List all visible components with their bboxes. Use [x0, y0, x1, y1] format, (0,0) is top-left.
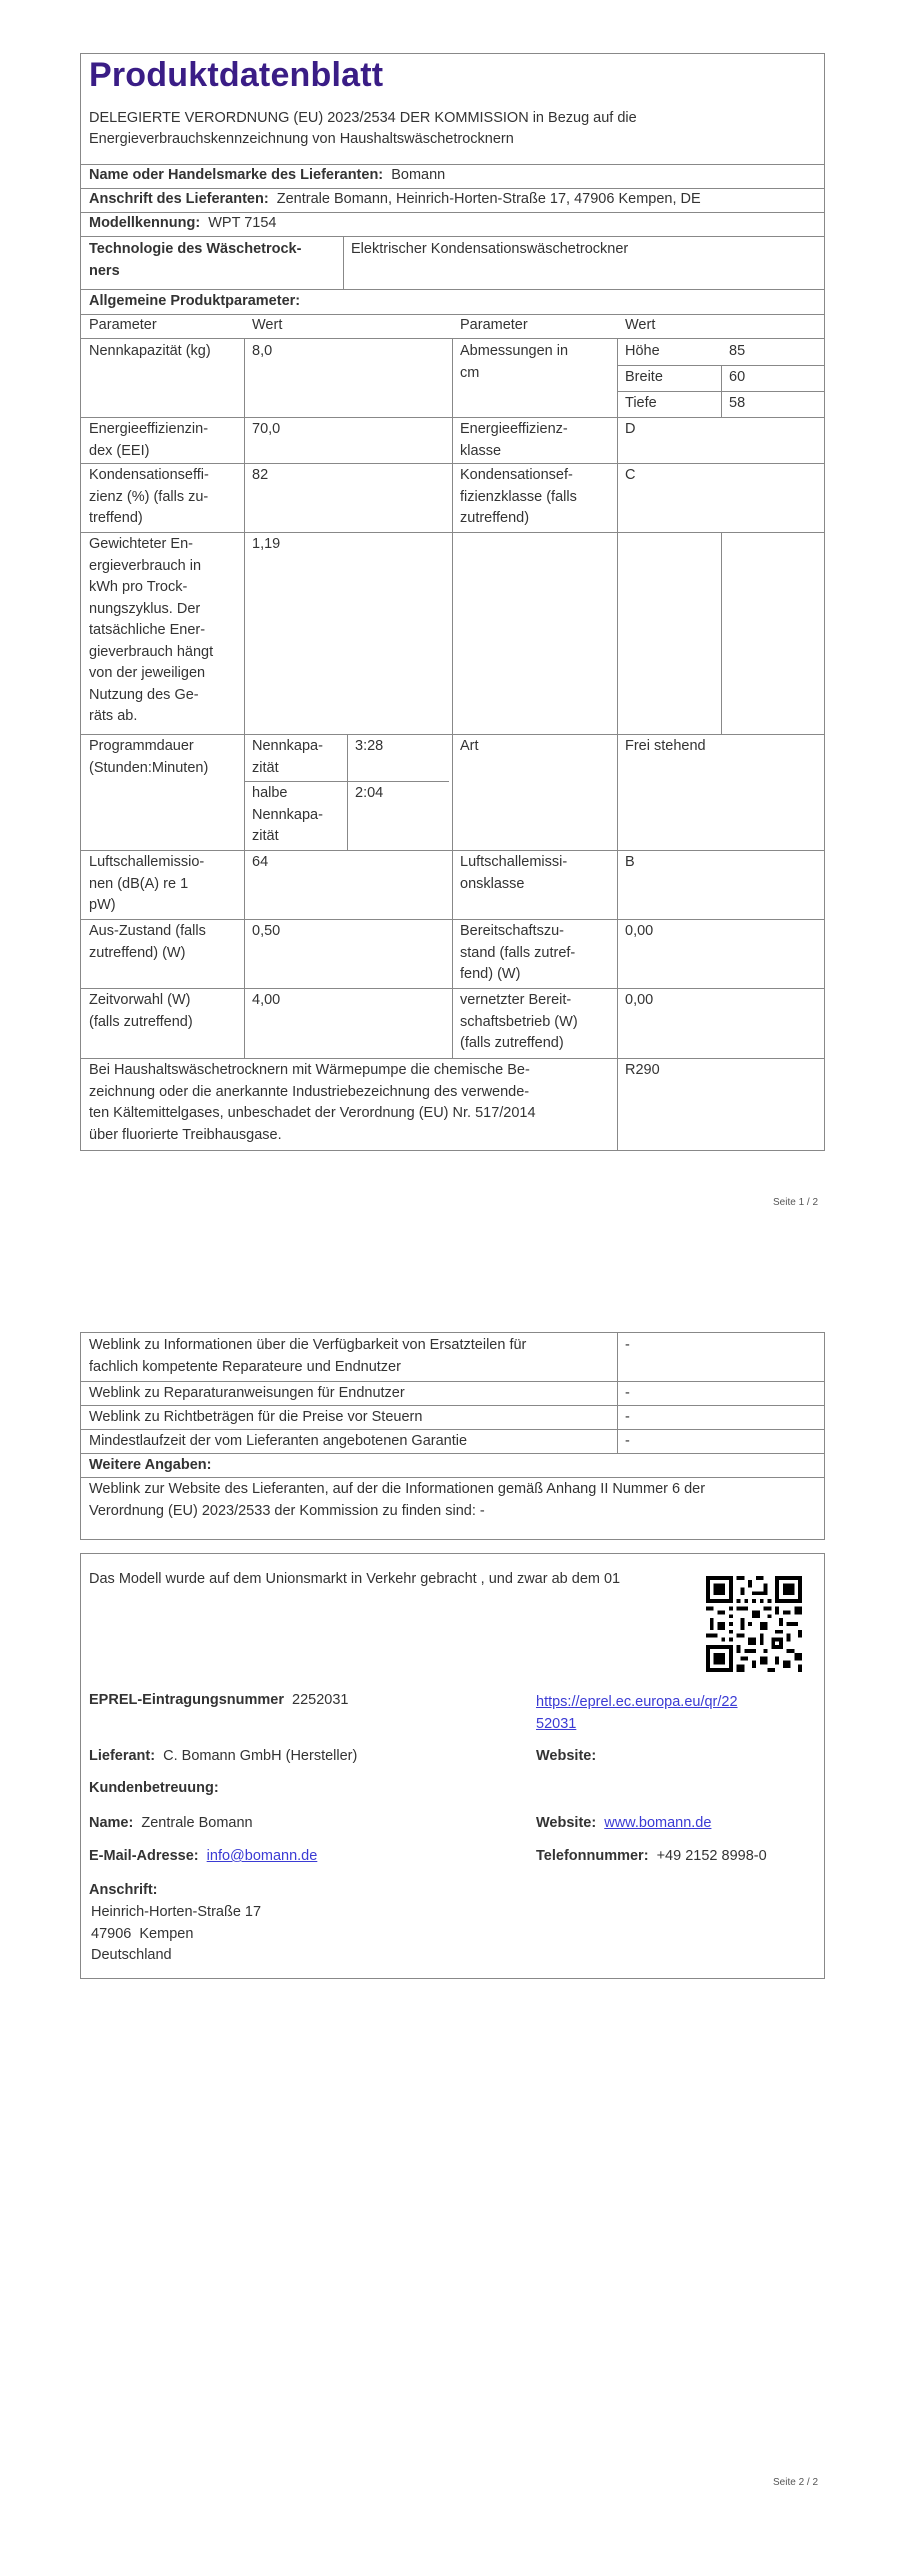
supplier-name-value: Bomann [391, 167, 446, 183]
supplier-name-label: Name oder Handelsmarke des Lieferanten: [89, 167, 384, 183]
weblinks-table [80, 1332, 825, 1540]
half-capacity-label: halbe Nennkapa- zität [252, 785, 323, 844]
eprel-row [89, 1690, 348, 1712]
supplier-label: Lieferant: [89, 1748, 156, 1764]
repair-instructions-value: - [625, 1385, 630, 1401]
noise-class-label: Luftschallemissi- onsklasse [460, 854, 568, 892]
address-value: Heinrich-Horten-Straße 17 47906 Kempen Deutschland [91, 1904, 262, 1963]
price-guide-value: - [625, 1409, 630, 1425]
delay-start-label: Zeitvorwahl (W) (falls zutreffend) [89, 992, 193, 1030]
warranty-label: Mindestlaufzeit der vom Lieferanten angebotenen Garantie [89, 1433, 468, 1449]
supplier-row [89, 1746, 357, 1768]
duration-label: Programmdauer (Stunden:Minuten) [89, 738, 209, 776]
networked-standby-value: 0,00 [625, 992, 654, 1008]
noise-value: 64 [252, 854, 269, 870]
capacity-value: 8,0 [252, 343, 273, 359]
technology-value: Elektrischer Kondensationswäschetrockner [351, 241, 629, 257]
repair-instructions-label: Weblink zu Reparaturanweisungen für Endnutzer [89, 1385, 405, 1401]
page-number-1: Seite 1 / 2 [773, 1197, 819, 1208]
off-mode-label: Aus-Zustand (falls zutreffend) (W) [89, 923, 206, 961]
page-number-2: Seite 2 / 2 [773, 2477, 819, 2488]
width-label: Breite [625, 369, 663, 385]
eprel-link[interactable]: https://eprel.ec.europa.eu/qr/22 52031 [536, 1694, 738, 1732]
general-params-label: Allgemeine Produktparameter: [89, 293, 301, 309]
type-value: Frei stehend [625, 738, 706, 754]
half-capacity-value: 2:04 [355, 785, 384, 801]
standby-label: Bereitschaftszu- stand (falls zutref- fend) (W) [460, 923, 576, 982]
supplier-address-row [89, 189, 701, 211]
width-value: 60 [729, 369, 746, 385]
eei-label: Energieeffizienzin- dex (EEI) [89, 421, 209, 459]
service-name-label: Name: [89, 1815, 134, 1831]
warranty-value: - [625, 1433, 630, 1449]
spare-parts-label: Weblink zu Informationen über die Verfügbarkeit von Ersatzteilen für fachlich kompetente Reparateure und Endnutzer [89, 1337, 527, 1375]
condensation-class-value: C [625, 467, 636, 483]
model-value: WPT 7154 [208, 215, 277, 231]
weighted-energy-label: Gewichteter En- ergieverbrauch in kWh pro Trock- nungszyklus. Der tatsächliche Ener- gieverbrauch hängt von der jeweiligen Nutzung des Ge- räts ab. [89, 536, 214, 724]
phone-row [536, 1846, 767, 1868]
noise-class-value: B [625, 854, 635, 870]
depth-label: Tiefe [625, 395, 657, 411]
header-parameter-1: Parameter [89, 317, 157, 333]
page-title: Produktdatenblatt [89, 56, 384, 94]
off-mode-value: 0,50 [252, 923, 281, 939]
supplier-address-value: Zentrale Bomann, Heinrich-Horten-Straße 17, 47906 Kempen, DE [276, 191, 701, 207]
email-label: E-Mail-Adresse: [89, 1848, 199, 1864]
full-capacity-value: 3:28 [355, 738, 384, 754]
spare-parts-value: - [625, 1337, 630, 1353]
weighted-energy-value: 1,19 [252, 536, 281, 552]
address-label: Anschrift: [89, 1882, 158, 1898]
delay-start-value: 4,00 [252, 992, 281, 1008]
noise-label: Luftschallemissio- nen (dB(A) re 1 pW) [89, 854, 205, 913]
condensation-efficiency-value: 82 [252, 467, 269, 483]
further-info-label: Weitere Angaben: [89, 1457, 212, 1473]
standby-value: 0,00 [625, 923, 654, 939]
technology-label: Technologie des Wäschetrock- ners [89, 241, 302, 279]
condensation-efficiency-label: Kondensationseffi- zienz (%) (falls zu- treffend) [89, 467, 209, 526]
website-label: Website: [536, 1748, 597, 1764]
model-row [89, 213, 276, 235]
market-info-box [80, 1553, 825, 1979]
supplier-name-row [89, 165, 445, 187]
header-value-1: Wert [252, 317, 283, 333]
refrigerant-label: Bei Haushaltswäschetrocknern mit Wärmepumpe die chemische Be- zeichnung oder die anerkannte Industriebezeichnung des verwende- ten Kältemittelgases, unbeschadet der Verordnung (EU) Nr. 517/2014 über fluorierte Treibhausgase. [89, 1062, 536, 1143]
header-value-2: Wert [625, 317, 656, 333]
phone-value: +49 2152 8998-0 [656, 1848, 767, 1864]
customer-service-label: Kundenbetreuung: [89, 1780, 219, 1796]
depth-value: 58 [729, 395, 746, 411]
capacity-label: Nennkapazität (kg) [89, 343, 211, 359]
full-capacity-label: Nennkapa- zität [252, 738, 323, 776]
price-guide-label: Weblink zu Richtbeträgen für die Preise vor Steuern [89, 1409, 423, 1425]
dimensions-label: Abmessungen in cm [460, 343, 569, 381]
condensation-class-label: Kondensationsef- fizienzklasse (falls zutreffend) [460, 467, 577, 526]
height-label: Höhe [625, 343, 660, 359]
email-row [89, 1846, 317, 1868]
header-parameter-2: Parameter [460, 317, 528, 333]
email-link[interactable]: info@bomann.de [206, 1848, 318, 1864]
supplier-value: C. Bomann GmbH (Hersteller) [163, 1748, 358, 1764]
model-label: Modellkennung: [89, 215, 201, 231]
eprel-value: 2252031 [292, 1692, 349, 1708]
service-name-row [89, 1813, 253, 1835]
product-data-sheet-table [80, 53, 825, 1151]
supplier-address-label: Anschrift des Lieferanten: [89, 191, 269, 207]
energy-class-value: D [625, 421, 636, 437]
regulation-text: DELEGIERTE VERORDNUNG (EU) 2023/2534 DER KOMMISSION in Bezug auf die Energieverbrauchskennzeichnung von Haushaltswäschetrocknern [89, 110, 637, 147]
service-website-label: Website: [536, 1815, 597, 1831]
networked-standby-label: vernetzter Bereit- schaftsbetrieb (W) (falls zutreffend) [460, 992, 578, 1051]
height-value: 85 [729, 343, 746, 359]
energy-class-label: Energieeffizienz- klasse [460, 421, 568, 459]
eprel-label: EPREL-Eintragungsnummer [89, 1692, 284, 1708]
supplier-website-info: Weblink zur Website des Lieferanten, auf der die Informationen gemäß Anhang II Nummer 6 der Verordnung (EU) 2023/2533 der Kommission zu finden sind: - [89, 1481, 706, 1519]
market-date-text: Das Modell wurde auf dem Unionsmarkt in Verkehr gebracht , und zwar ab dem 01 [89, 1571, 621, 1587]
eei-value: 70,0 [252, 421, 281, 437]
type-label: Art [460, 738, 479, 754]
phone-label: Telefonnummer: [536, 1848, 649, 1864]
refrigerant-value: R290 [625, 1062, 660, 1078]
qr-code-icon[interactable] [706, 1576, 802, 1672]
service-website-link[interactable]: www.bomann.de [604, 1815, 712, 1831]
service-name-value: Zentrale Bomann [141, 1815, 253, 1831]
service-website-row [536, 1813, 711, 1835]
